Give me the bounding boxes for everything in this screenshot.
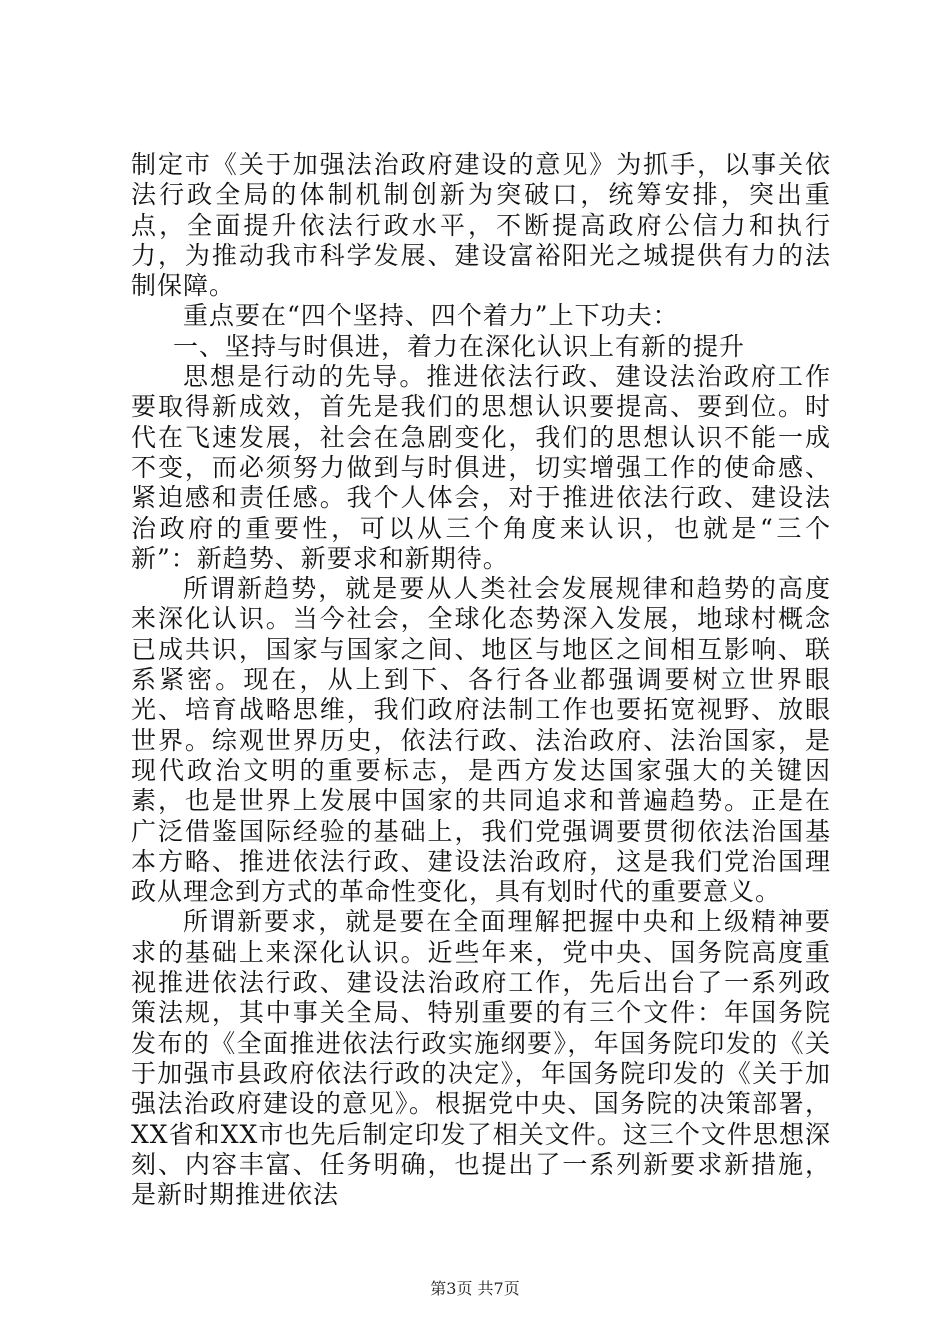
paragraph-new-trend: 所谓新趋势，就是要从人类社会发展规律和趋势的高度来深化认识。当今社会，全球化态势深入发展，地球村概念已成共识，国家与国家之间、地区与地区之间相互影响、联系紧密。现在，从上到下、各行各业都强调要树立世界眼光、培育战略思维，我们政府法制工作也要拓宽视野、放眼世界。综观世界历史，依法行政、法治政府、法治国家，是现代政治文明的重要标志，是西方发达国家强大的关键因素，也是世界上发展中国家的共同追求和普遍趋势。正是在广泛借鉴国际经验的基础上，我们党强调要贯彻依法治国基本方略、推进依法行政、建设法治政府，这是我们党治国理政从理念到方式的革命性变化，具有划时代的重要意义。 — [131, 574, 831, 907]
paragraph-continuation: 制定市《关于加强法治政府建设的意见》为抓手，以事关依法行政全局的体制机制创新为突破口，统筹安排，突出重点，全面提升依法行政水平，不断提高政府公信力和执行力，为推动我市科学发展、建设富裕阳光之城提供有力的法制保障。 — [131, 150, 831, 301]
paragraph-new-requirement: 所谓新要求，就是要在全面理解把握中央和上级精神要求的基础上来深化认识。近些年来，党中央、国务院高度重视推进依法行政、建设法治政府工作，先后出台了一系列政策法规，其中事关全局、特别重要的有三个文件：年国务院发布的《全面推进依法行政实施纲要》，年国务院印发的《关于加强市县政府依法行政的决定》，年国务院印发的《关于加强法治政府建设的意见》。根据党中央、国务院的决策部署，XX省和XX市也先后制定印发了相关文件。这三个文件思想深刻、内容丰富、任务明确，也提出了一系列新要求新措施，是新时期推进依法 — [131, 907, 831, 1210]
section-heading: 一、坚持与时俱进，着力在深化认识上有新的提升 — [173, 331, 746, 361]
page-number: 第3页 共7页 — [430, 1279, 520, 1298]
paragraph-intro: 重点要在“四个坚持、四个着力”上下功夫： — [183, 301, 679, 331]
document-body — [131, 150, 831, 1210]
paragraph-thinking: 思想是行动的先导。推进依法行政、建设法治政府工作要取得新成效，首先是我们的思想认识要提高、要到位。时代在飞速发展，社会在急剧变化，我们的思想认识不能一成不变，而必须努力做到与时俱进，切实增强工作的使命感、紧迫感和责任感。我个人体会，对于推进依法行政、建设法治政府的重要性，可以从三个角度来认识，也就是“三个新”：新趋势、新要求和新期待。 — [131, 362, 831, 573]
